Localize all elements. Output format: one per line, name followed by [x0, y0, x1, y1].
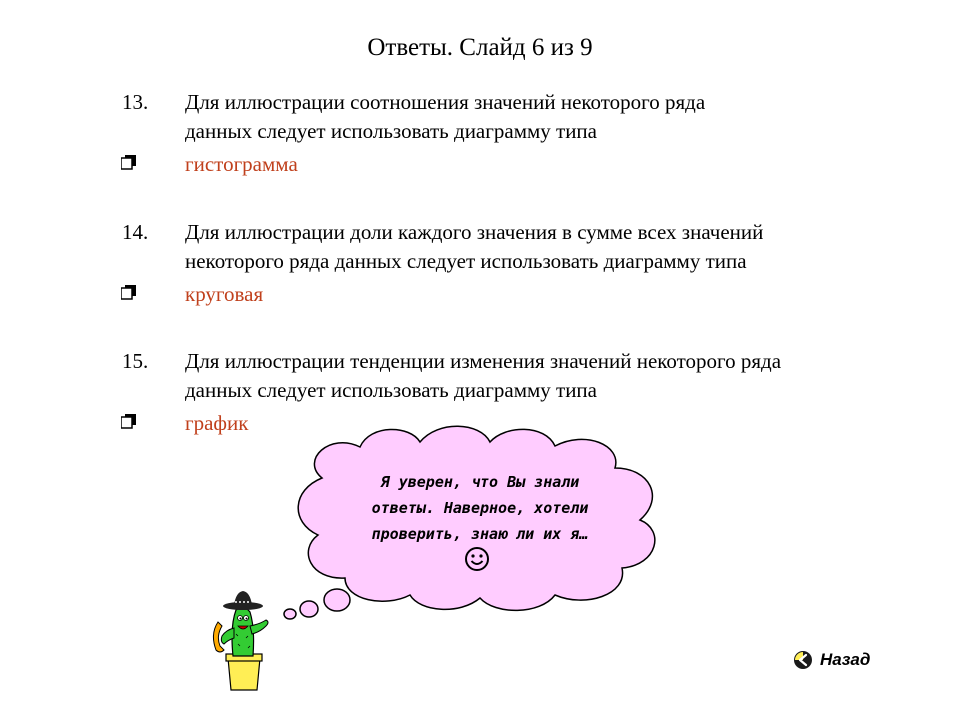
bubble-line-1: Я уверен, что Вы знали [380, 473, 580, 491]
cactus-body [232, 607, 254, 656]
slide-title: Ответы. Слайд 6 из 9 [367, 34, 593, 61]
question-13-number: 13. [122, 90, 149, 114]
bubble-text [330, 469, 630, 547]
question-14-line-1: Для иллюстрации доли каждого значения в сумме всех значений [185, 220, 764, 244]
back-button-label: Назад [820, 650, 871, 669]
question-15-answer: график [185, 411, 249, 435]
question-15-line-2: данных следует использовать диаграмму типа [185, 378, 597, 402]
question-13-answer: гистограмма [185, 152, 298, 176]
bubble-line-2: ответы. Наверное, хотели [371, 499, 589, 517]
bubble-line-3: проверить, знаю ли их я… [371, 525, 589, 543]
cactus-character-illustration [200, 586, 280, 696]
question-15-number: 15. [122, 349, 149, 373]
question-14-answer: круговая [185, 282, 264, 306]
question-13-line-1: Для иллюстрации соотношения значений некоторого ряда [185, 90, 706, 114]
back-button[interactable] [792, 647, 870, 673]
cactus-pot [228, 658, 260, 690]
question-15-line-1: Для иллюстрации тенденции изменения значений некоторого ряда [185, 349, 782, 373]
back-arrow-icon [792, 649, 814, 671]
question-13-line-2: данных следует использовать диаграмму типа [185, 119, 597, 143]
smiley-face-icon [464, 546, 490, 572]
question-14-number: 14. [122, 220, 149, 244]
question-14-line-2: некоторого ряда данных следует использовать диаграмму типа [185, 249, 747, 273]
